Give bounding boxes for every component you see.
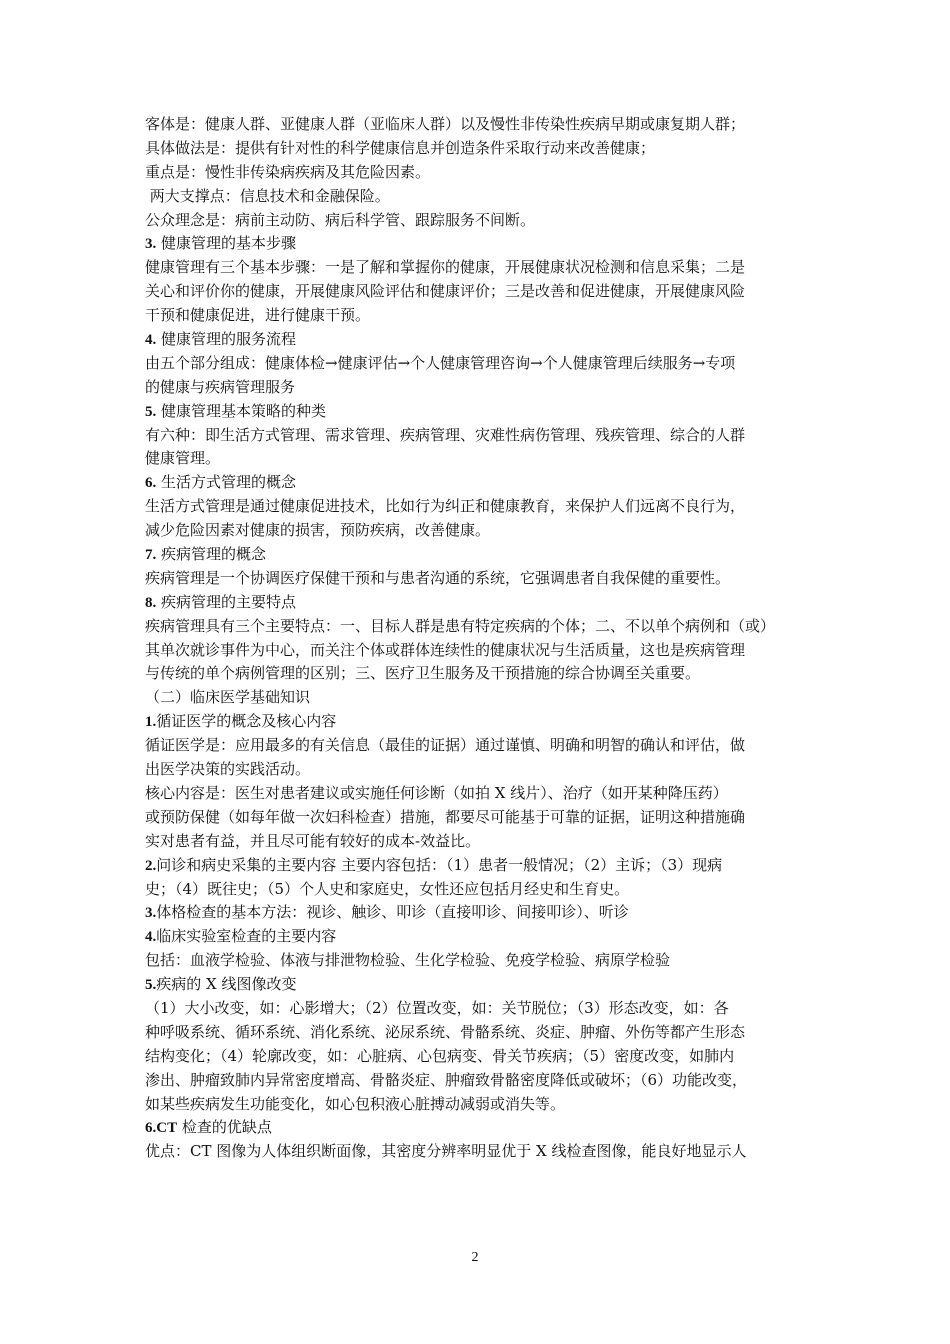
line-text: 健康管理基本策略的种类 [156, 401, 327, 420]
line-text: 重点是：慢性非传染病疾病及其危险因素。 [145, 162, 431, 181]
text-line [145, 447, 807, 471]
line-text: 优点：CT 图像为人体组织断面像，其密度分辨率明显优于 X 线检查图像，能良好地显示人 [145, 1142, 747, 1161]
line-text: 循证医学的概念及核心内容 [156, 712, 337, 731]
text-line [145, 495, 807, 519]
line-text: 如某些疾病发生功能变化，如心包积液心脏搏动减弱或消失等。 [145, 1094, 566, 1113]
line-text: 实对患者有益，并且尽可能有较好的成本-效益比。 [145, 831, 481, 850]
text-line [145, 161, 807, 185]
section-number: 7. [145, 547, 157, 564]
line-text: 关心和评价你的健康，开展健康风险评估和健康评价；三是改善和促进健康，开展健康风险 [145, 282, 746, 301]
line-text: 干预和健康促进，进行健康干预。 [145, 306, 371, 325]
line-text: 结构变化；（4）轮廓改变，如：心脏病、心包病变、骨关节疾病；（5）密度改变，如肺内 [145, 1046, 735, 1065]
page-number: 2 [471, 1250, 479, 1265]
text-line [145, 471, 807, 495]
line-text: 问诊和病史采集的主要内容 主要内容包括：（1）患者一般情况；（2）主诉；（3）现病 [156, 855, 723, 874]
text-line [145, 901, 807, 925]
text-line [145, 806, 807, 830]
text-line [145, 591, 807, 615]
line-text: 客体是：健康人群、亚健康人群（亚临床人群）以及慢性非传染性疾病早期或康复期人群； [145, 115, 746, 133]
text-line [145, 686, 807, 710]
line-text: 的健康与疾病管理服务 [145, 377, 296, 396]
document-body [145, 113, 807, 1164]
line-text: 公众理念是：病前主动防、病后科学管、跟踪服务不间断。 [145, 210, 536, 229]
text-line [145, 328, 807, 352]
text-line [145, 997, 807, 1021]
text-line [145, 639, 807, 663]
section-number: 3. [145, 236, 157, 253]
text-line [145, 352, 807, 376]
text-line [145, 280, 807, 304]
text-line [145, 878, 807, 902]
line-text: 疾病管理具有三个主要特点：一、目标人群是患有特定疾病的个体；二、不以单个病例和（或） [145, 616, 776, 635]
line-text: 疾病管理的概念 [156, 545, 267, 564]
text-line [145, 710, 807, 734]
line-text: 健康管理的基本步骤 [156, 234, 297, 253]
text-line [145, 137, 807, 161]
text-line [145, 376, 807, 400]
section-number: 4. [145, 332, 157, 349]
text-line [145, 185, 807, 209]
section-number: 5. [145, 977, 157, 994]
text-line [145, 949, 807, 973]
line-text: 出医学决策的实践活动。 [145, 760, 311, 779]
text-line [145, 758, 807, 782]
line-text: 或预防保健（如每年做一次妇科检查）措施，都要尽可能基于可靠的证据，证明这种措施确 [145, 807, 746, 826]
text-line [145, 973, 807, 997]
line-text: 检查的优缺点 [177, 1118, 272, 1137]
line-text: 健康管理有三个基本步骤：一是了解和掌握你的健康，开展健康状况检测和信息采集；二是 [145, 258, 746, 277]
section-number: 6.CT [145, 1120, 178, 1137]
text-line [145, 782, 807, 806]
line-text: 临床实验室检查的主要内容 [156, 927, 337, 946]
line-text: 有六种：即生活方式管理、需求管理、疾病管理、灾难性病伤管理、残疾管理、综合的人群 [145, 425, 746, 444]
line-text: 与传统的单个病例管理的区别；三、医疗卫生服务及干预措施的综合协调至关重要。 [145, 664, 701, 683]
line-text: 渗出、肿瘤致肺内异常密度增高、骨骼炎症、肿瘤致骨骼密度降低或破坏；（6）功能改变， [145, 1070, 748, 1089]
line-text: 疾病管理是一个协调医疗保健干预和与患者沟通的系统，它强调患者自我保健的重要性。 [145, 568, 731, 587]
line-text: 健康管理。 [145, 449, 221, 468]
text-line [145, 1021, 807, 1045]
text-line [145, 567, 807, 591]
text-line [145, 1093, 807, 1117]
line-text: 生活方式管理是通过健康促进技术，比如行为纠正和健康教育，来保护人们远离不良行为， [145, 497, 746, 516]
section-number: 4. [145, 929, 157, 946]
text-line [145, 519, 807, 543]
line-text: （二）临床医学基础知识 [145, 688, 311, 707]
text-line [145, 543, 807, 567]
text-line [145, 424, 807, 448]
text-line [145, 662, 807, 686]
text-line [145, 1140, 807, 1164]
line-text: 史；（4）既往史；（5）个人史和家庭史，女性还应包括月经史和生育史。 [145, 879, 630, 898]
line-text: 生活方式管理的概念 [156, 473, 297, 492]
section-number: 8. [145, 594, 157, 611]
text-line [145, 615, 807, 639]
line-text: 减少危险因素对健康的损害，预防疾病，改善健康。 [145, 521, 491, 540]
text-line [145, 304, 807, 328]
text-line [145, 854, 807, 878]
text-line [145, 830, 807, 854]
line-text: 体格检查的基本方法：视诊、触诊、叩诊（直接叩诊、间接叩诊）、听诊 [156, 903, 629, 922]
line-text: 具体做法是：提供有针对性的科学健康信息并创造条件采取行动来改善健康； [145, 138, 656, 157]
line-text: 其单次就诊事件为中心，而关注个体或群体连续性的健康状况与生活质量，这也是疾病管理 [145, 640, 746, 659]
line-text: （1）大小改变，如：心影增大；（2）位置改变，如：关节脱位；（3）形态改变，如：各 [145, 998, 729, 1017]
text-line [145, 400, 807, 424]
line-text: 由五个部分组成：健康体检→健康评估→个人健康管理咨询→个人健康管理后续服务→专项 [145, 353, 736, 372]
line-text: 两大支撑点：信息技术和金融保险。 [145, 186, 390, 205]
text-line [145, 734, 807, 758]
line-text: 种呼吸系统、循环系统、消化系统、泌尿系统、骨骼系统、炎症、肿瘤、外伤等都产生形态 [145, 1022, 746, 1041]
text-line [145, 232, 807, 256]
line-text: 包括：血液学检验、体液与排泄物检验、生化学检验、免疫学检验、病原学检验 [145, 951, 671, 970]
text-line [145, 256, 807, 280]
text-line [145, 925, 807, 949]
text-line [145, 209, 807, 233]
section-number: 3. [145, 905, 157, 922]
line-text: 循证医学是：应用最多的有关信息（最佳的证据）通过谨慎、明确和明智的确认和评估，做 [145, 736, 746, 755]
text-line [145, 1116, 807, 1140]
text-line [145, 1045, 807, 1069]
line-text: 疾病管理的主要特点 [156, 592, 297, 611]
text-line [145, 1069, 807, 1093]
section-number: 5. [145, 403, 157, 420]
section-number: 1. [145, 714, 157, 731]
section-number: 2. [145, 857, 157, 874]
line-text: 核心内容是：医生对患者建议或实施任何诊断（如拍 X 线片）、治疗（如开某种降压药） [145, 783, 728, 802]
text-line [145, 113, 807, 137]
line-text: 健康管理的服务流程 [156, 330, 297, 349]
line-text: 疾病的 X 线图像改变 [156, 975, 297, 994]
section-number: 6. [145, 475, 157, 492]
